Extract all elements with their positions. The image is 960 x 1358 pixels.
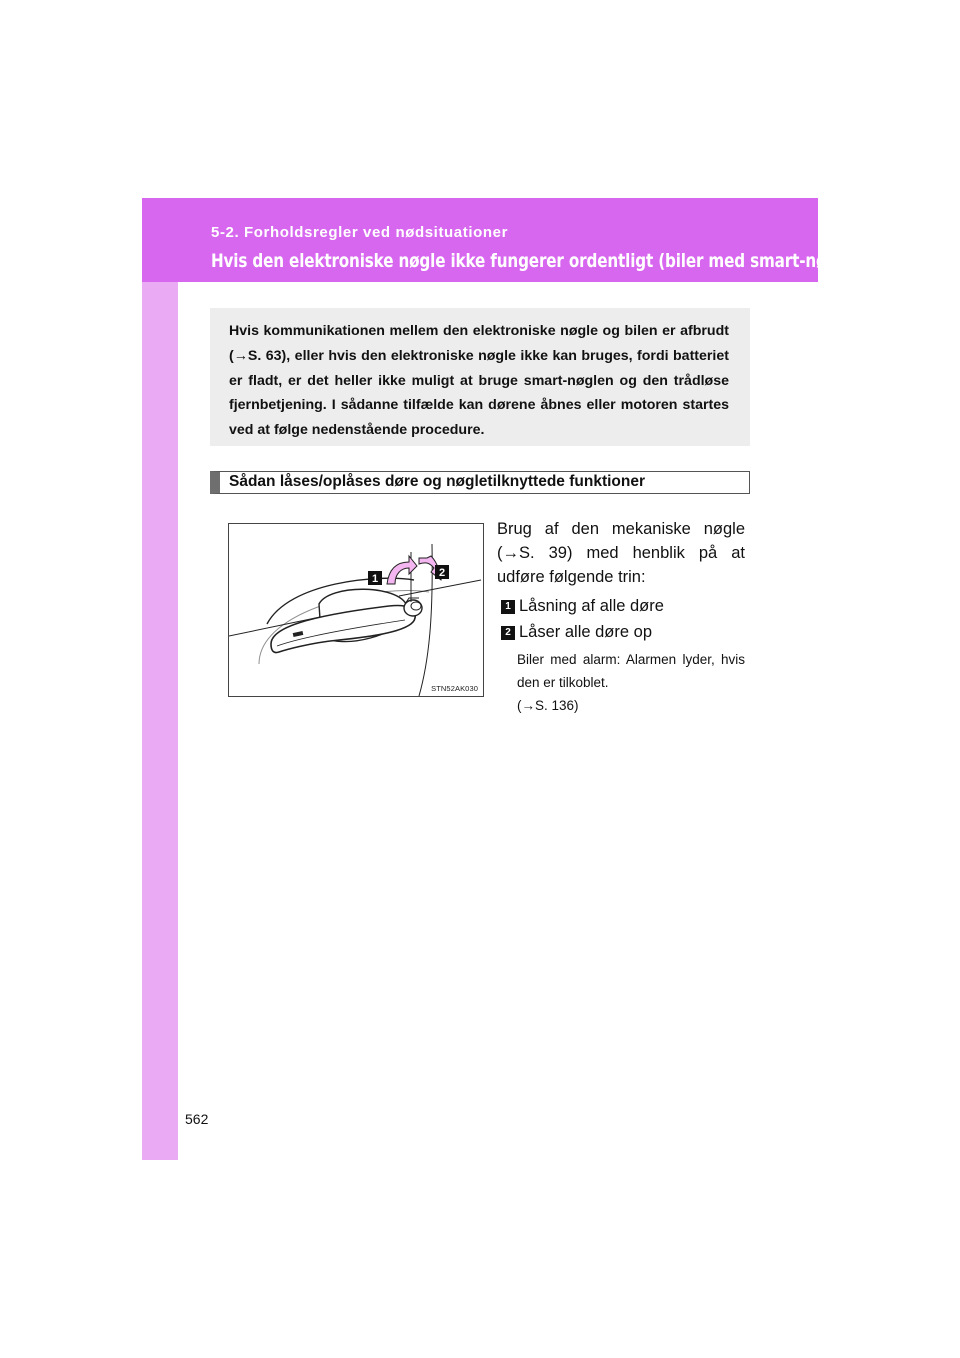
chapter-title: Hvis den elektroniske nøgle ikke fungerer ordentligt (biler med smart-nøgle) bbox=[211, 250, 860, 272]
door-handle-drawing bbox=[229, 524, 483, 696]
figure-code: STN52AK030 bbox=[431, 684, 478, 693]
step-text: Låser alle døre op bbox=[519, 623, 652, 641]
alarm-note: Biler med alarm: Alarmen lyder, hvis den er tilkoblet. bbox=[517, 652, 745, 690]
callout-1: 1 bbox=[371, 573, 379, 585]
intro-box bbox=[210, 308, 750, 446]
page-number: 562 bbox=[185, 1111, 209, 1127]
alarm-note-reference: (→S. 136) bbox=[517, 698, 579, 713]
step-item-1 bbox=[501, 597, 664, 616]
instruction-text: Brug af den mekaniske nøgle (→S. 39) med henblik på at udføre følgende trin: bbox=[497, 520, 745, 587]
step-number-badge: 2 bbox=[501, 626, 515, 640]
door-handle-illustration bbox=[228, 523, 484, 697]
step-text: Låsning af alle døre bbox=[519, 597, 664, 615]
step-item-2 bbox=[501, 623, 652, 642]
section-heading-text: Sådan låses/oplåses døre og nøgletilknyttede funktioner bbox=[229, 473, 646, 490]
callout-2: 2 bbox=[438, 567, 446, 579]
section-heading bbox=[210, 471, 750, 494]
intro-text: Hvis kommunikationen mellem den elektroniske nøgle og bilen er afbrudt (→S. 63), eller hvis den elektroniske nøgle ikke kan bruges, fordi batteriet er fladt, er det heller ikke muligt at bruge smart-nøglen og den trådløse fjernbetjening. I sådanne tilfælde kan dørene åbnes eller motoren startes ved at følge nedenstående procedure. bbox=[229, 323, 729, 439]
section-label: 5-2. Forholdsregler ved nødsituationer bbox=[211, 224, 509, 241]
side-strip bbox=[142, 282, 178, 1160]
step-number-badge: 1 bbox=[501, 600, 515, 614]
